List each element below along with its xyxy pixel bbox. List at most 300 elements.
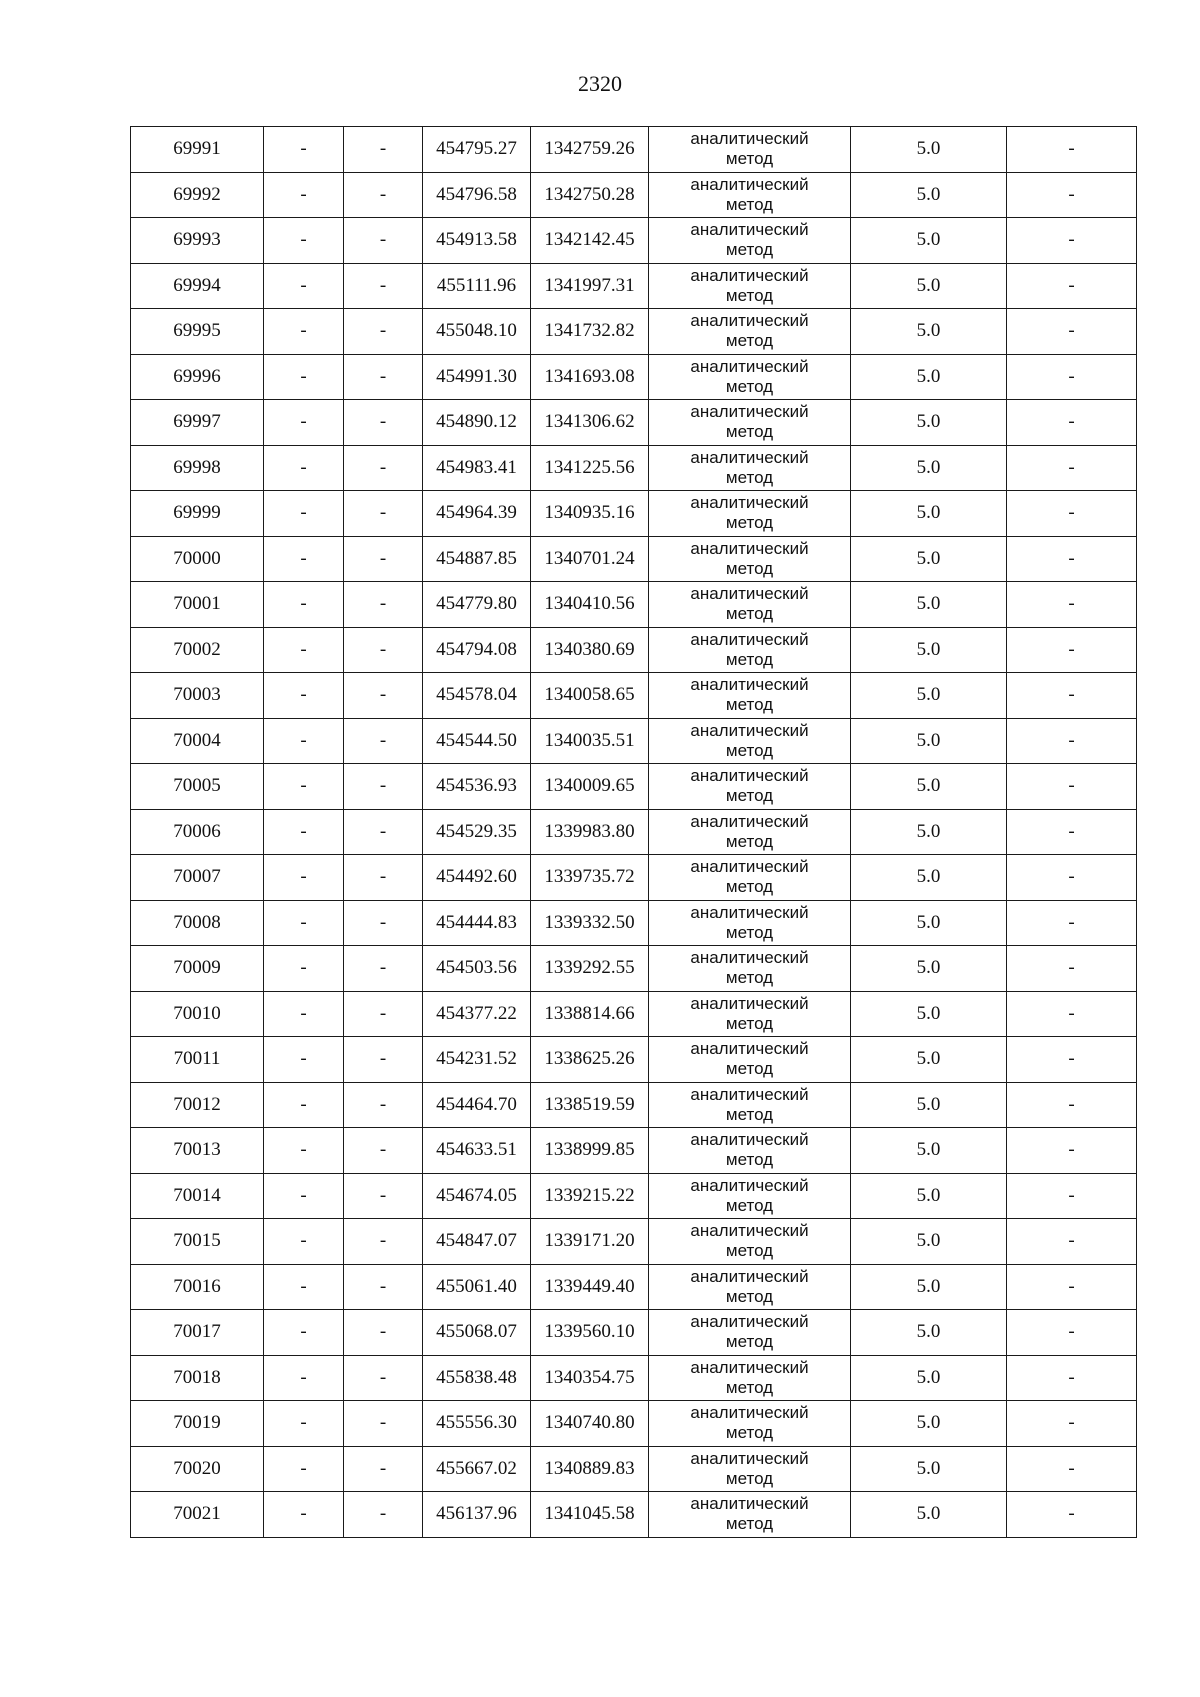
cell-method (649, 673, 851, 719)
table-row (131, 1401, 1137, 1447)
method-line-1: аналитический (690, 1494, 809, 1514)
cell-point-number: 70021 (131, 1492, 264, 1538)
method-line-2: метод (725, 376, 774, 396)
method-line-1: аналитический (690, 902, 809, 922)
cell-x-coordinate: 454674.05 (423, 1173, 531, 1219)
cell-method (649, 718, 851, 764)
table-row (131, 900, 1137, 946)
method-line-2: метод (725, 467, 774, 487)
cell-empty-dash: - (344, 809, 423, 855)
method-line-2: метод (725, 1195, 774, 1215)
table-row (131, 1037, 1137, 1083)
cell-empty-dash: - (264, 1355, 344, 1401)
cell-empty-dash: - (344, 309, 423, 355)
cell-empty-dash: - (264, 309, 344, 355)
cell-empty-dash: - (264, 1219, 344, 1265)
cell-empty-dash: - (1007, 1401, 1137, 1447)
method-line-1: аналитический (690, 857, 809, 877)
method-line-2: метод (725, 513, 774, 533)
cell-accuracy-value: 5.0 (851, 1492, 1007, 1538)
cell-accuracy-value: 5.0 (851, 1264, 1007, 1310)
cell-method (649, 445, 851, 491)
cell-accuracy-value: 5.0 (851, 946, 1007, 992)
cell-x-coordinate: 454887.85 (423, 536, 531, 582)
cell-empty-dash: - (1007, 1173, 1137, 1219)
method-line-2: метод (725, 877, 774, 897)
cell-x-coordinate: 454536.93 (423, 764, 531, 810)
table-row (131, 309, 1137, 355)
cell-method (649, 172, 851, 218)
method-line-2: метод (725, 149, 774, 169)
cell-point-number: 70013 (131, 1128, 264, 1174)
method-line-1: аналитический (690, 1130, 809, 1150)
method-line-2: метод (725, 968, 774, 988)
table-row (131, 172, 1137, 218)
cell-empty-dash: - (264, 1492, 344, 1538)
cell-accuracy-value: 5.0 (851, 127, 1007, 173)
cell-point-number: 70019 (131, 1401, 264, 1447)
cell-y-coordinate: 1340035.51 (531, 718, 649, 764)
cell-empty-dash: - (1007, 627, 1137, 673)
table-row (131, 1264, 1137, 1310)
cell-y-coordinate: 1341997.31 (531, 263, 649, 309)
cell-x-coordinate: 455556.30 (423, 1401, 531, 1447)
cell-empty-dash: - (264, 491, 344, 537)
cell-empty-dash: - (344, 1446, 423, 1492)
cell-method (649, 263, 851, 309)
cell-method (649, 809, 851, 855)
cell-y-coordinate: 1340889.83 (531, 1446, 649, 1492)
cell-x-coordinate: 455838.48 (423, 1355, 531, 1401)
method-line-1: аналитический (690, 447, 809, 467)
method-line-1: аналитический (690, 1357, 809, 1377)
cell-empty-dash: - (1007, 718, 1137, 764)
cell-x-coordinate: 454890.12 (423, 400, 531, 446)
method-line-2: метод (725, 240, 774, 260)
cell-method (649, 991, 851, 1037)
cell-method (649, 1355, 851, 1401)
cell-point-number: 70005 (131, 764, 264, 810)
method-line-2: метод (725, 1286, 774, 1306)
cell-empty-dash: - (344, 1219, 423, 1265)
cell-empty-dash: - (264, 1173, 344, 1219)
cell-method (649, 491, 851, 537)
cell-method (649, 900, 851, 946)
table-row (131, 582, 1137, 628)
cell-empty-dash: - (344, 172, 423, 218)
cell-accuracy-value: 5.0 (851, 400, 1007, 446)
cell-accuracy-value: 5.0 (851, 1446, 1007, 1492)
method-line-1: аналитический (690, 948, 809, 968)
cell-y-coordinate: 1339560.10 (531, 1310, 649, 1356)
cell-point-number: 70020 (131, 1446, 264, 1492)
cell-y-coordinate: 1340701.24 (531, 536, 649, 582)
cell-empty-dash: - (1007, 582, 1137, 628)
cell-x-coordinate: 454983.41 (423, 445, 531, 491)
cell-empty-dash: - (264, 445, 344, 491)
method-line-2: метод (725, 1468, 774, 1488)
method-line-1: аналитический (690, 1039, 809, 1059)
cell-accuracy-value: 5.0 (851, 1401, 1007, 1447)
cell-point-number: 70012 (131, 1082, 264, 1128)
cell-empty-dash: - (1007, 218, 1137, 264)
cell-point-number: 70014 (131, 1173, 264, 1219)
cell-point-number: 69995 (131, 309, 264, 355)
cell-empty-dash: - (1007, 946, 1137, 992)
method-line-2: метод (725, 922, 774, 942)
cell-empty-dash: - (1007, 263, 1137, 309)
cell-x-coordinate: 454633.51 (423, 1128, 531, 1174)
cell-empty-dash: - (344, 400, 423, 446)
cell-y-coordinate: 1338519.59 (531, 1082, 649, 1128)
cell-empty-dash: - (264, 718, 344, 764)
cell-empty-dash: - (264, 1037, 344, 1083)
cell-accuracy-value: 5.0 (851, 673, 1007, 719)
cell-accuracy-value: 5.0 (851, 218, 1007, 264)
cell-empty-dash: - (264, 536, 344, 582)
cell-empty-dash: - (1007, 1264, 1137, 1310)
cell-y-coordinate: 1341225.56 (531, 445, 649, 491)
cell-x-coordinate: 454796.58 (423, 172, 531, 218)
cell-accuracy-value: 5.0 (851, 764, 1007, 810)
method-line-1: аналитический (690, 629, 809, 649)
cell-empty-dash: - (1007, 1082, 1137, 1128)
cell-y-coordinate: 1339332.50 (531, 900, 649, 946)
cell-method (649, 1128, 851, 1174)
coordinates-table (130, 126, 1137, 1538)
cell-empty-dash: - (1007, 536, 1137, 582)
method-line-2: метод (725, 1332, 774, 1352)
method-line-1: аналитический (690, 493, 809, 513)
table-row (131, 1446, 1137, 1492)
cell-empty-dash: - (264, 127, 344, 173)
cell-method (649, 400, 851, 446)
cell-empty-dash: - (344, 718, 423, 764)
table-row (131, 809, 1137, 855)
method-line-1: аналитический (690, 311, 809, 331)
table-row (131, 1492, 1137, 1538)
table-row (131, 536, 1137, 582)
method-line-2: метод (725, 1059, 774, 1079)
cell-accuracy-value: 5.0 (851, 309, 1007, 355)
cell-empty-dash: - (344, 445, 423, 491)
cell-accuracy-value: 5.0 (851, 354, 1007, 400)
cell-x-coordinate: 454847.07 (423, 1219, 531, 1265)
cell-method (649, 536, 851, 582)
cell-empty-dash: - (264, 627, 344, 673)
cell-empty-dash: - (344, 1355, 423, 1401)
method-line-1: аналитический (690, 1266, 809, 1286)
cell-empty-dash: - (344, 536, 423, 582)
table-row (131, 263, 1137, 309)
cell-empty-dash: - (344, 491, 423, 537)
cell-method (649, 582, 851, 628)
cell-empty-dash: - (1007, 900, 1137, 946)
cell-point-number: 70000 (131, 536, 264, 582)
cell-empty-dash: - (264, 1401, 344, 1447)
cell-empty-dash: - (264, 1264, 344, 1310)
cell-point-number: 70004 (131, 718, 264, 764)
cell-y-coordinate: 1339292.55 (531, 946, 649, 992)
method-line-1: аналитический (690, 1221, 809, 1241)
cell-empty-dash: - (344, 627, 423, 673)
method-line-2: метод (725, 1377, 774, 1397)
cell-method (649, 946, 851, 992)
cell-accuracy-value: 5.0 (851, 1173, 1007, 1219)
cell-point-number: 70001 (131, 582, 264, 628)
method-line-1: аналитический (690, 675, 809, 695)
cell-empty-dash: - (264, 1082, 344, 1128)
cell-empty-dash: - (264, 900, 344, 946)
cell-accuracy-value: 5.0 (851, 1037, 1007, 1083)
cell-method (649, 127, 851, 173)
cell-empty-dash: - (344, 582, 423, 628)
cell-method (649, 1219, 851, 1265)
cell-point-number: 70008 (131, 900, 264, 946)
cell-accuracy-value: 5.0 (851, 536, 1007, 582)
method-line-1: аналитический (690, 811, 809, 831)
cell-y-coordinate: 1341693.08 (531, 354, 649, 400)
method-line-1: аналитический (690, 720, 809, 740)
method-line-2: метод (725, 1013, 774, 1033)
cell-point-number: 70016 (131, 1264, 264, 1310)
method-line-1: аналитический (690, 402, 809, 422)
cell-y-coordinate: 1339735.72 (531, 855, 649, 901)
method-line-2: метод (725, 695, 774, 715)
cell-empty-dash: - (1007, 127, 1137, 173)
cell-x-coordinate: 454444.83 (423, 900, 531, 946)
cell-empty-dash: - (344, 764, 423, 810)
cell-x-coordinate: 455111.96 (423, 263, 531, 309)
cell-accuracy-value: 5.0 (851, 582, 1007, 628)
cell-point-number: 70002 (131, 627, 264, 673)
cell-empty-dash: - (344, 1401, 423, 1447)
cell-y-coordinate: 1339449.40 (531, 1264, 649, 1310)
method-line-2: метод (725, 649, 774, 669)
cell-method (649, 1446, 851, 1492)
table-body (131, 127, 1137, 1538)
cell-empty-dash: - (264, 764, 344, 810)
cell-method (649, 354, 851, 400)
cell-empty-dash: - (344, 263, 423, 309)
method-line-1: аналитический (690, 129, 809, 149)
cell-x-coordinate: 454794.08 (423, 627, 531, 673)
cell-method (649, 309, 851, 355)
cell-empty-dash: - (1007, 1446, 1137, 1492)
cell-y-coordinate: 1340009.65 (531, 764, 649, 810)
cell-empty-dash: - (1007, 1310, 1137, 1356)
cell-empty-dash: - (1007, 172, 1137, 218)
table-row (131, 946, 1137, 992)
cell-x-coordinate: 454503.56 (423, 946, 531, 992)
cell-point-number: 69997 (131, 400, 264, 446)
cell-empty-dash: - (1007, 309, 1137, 355)
cell-empty-dash: - (344, 354, 423, 400)
cell-empty-dash: - (1007, 991, 1137, 1037)
table-row (131, 1355, 1137, 1401)
method-line-2: метод (725, 558, 774, 578)
cell-y-coordinate: 1342750.28 (531, 172, 649, 218)
method-line-2: метод (725, 1423, 774, 1443)
cell-accuracy-value: 5.0 (851, 627, 1007, 673)
cell-empty-dash: - (264, 400, 344, 446)
cell-accuracy-value: 5.0 (851, 991, 1007, 1037)
method-line-1: аналитический (690, 538, 809, 558)
cell-method (649, 855, 851, 901)
cell-empty-dash: - (264, 1128, 344, 1174)
cell-empty-dash: - (344, 218, 423, 264)
table-row (131, 445, 1137, 491)
cell-point-number: 69992 (131, 172, 264, 218)
cell-accuracy-value: 5.0 (851, 263, 1007, 309)
cell-y-coordinate: 1342142.45 (531, 218, 649, 264)
cell-method (649, 627, 851, 673)
method-line-2: метод (725, 1514, 774, 1534)
table-row (131, 491, 1137, 537)
cell-method (649, 1082, 851, 1128)
cell-empty-dash: - (1007, 354, 1137, 400)
cell-empty-dash: - (1007, 673, 1137, 719)
method-line-1: аналитический (690, 265, 809, 285)
cell-point-number: 70010 (131, 991, 264, 1037)
cell-y-coordinate: 1338814.66 (531, 991, 649, 1037)
cell-y-coordinate: 1340410.56 (531, 582, 649, 628)
cell-empty-dash: - (1007, 1492, 1137, 1538)
cell-x-coordinate: 454991.30 (423, 354, 531, 400)
cell-empty-dash: - (264, 946, 344, 992)
method-line-1: аналитический (690, 220, 809, 240)
cell-empty-dash: - (344, 1264, 423, 1310)
cell-point-number: 70006 (131, 809, 264, 855)
method-line-1: аналитический (690, 1084, 809, 1104)
cell-point-number: 70009 (131, 946, 264, 992)
cell-method (649, 1401, 851, 1447)
cell-empty-dash: - (344, 1310, 423, 1356)
method-line-1: аналитический (690, 1403, 809, 1423)
cell-y-coordinate: 1340354.75 (531, 1355, 649, 1401)
method-line-2: метод (725, 604, 774, 624)
cell-empty-dash: - (344, 1082, 423, 1128)
table-row (131, 1310, 1137, 1356)
cell-accuracy-value: 5.0 (851, 855, 1007, 901)
cell-empty-dash: - (1007, 491, 1137, 537)
method-line-1: аналитический (690, 1448, 809, 1468)
cell-empty-dash: - (1007, 400, 1137, 446)
cell-point-number: 69998 (131, 445, 264, 491)
cell-x-coordinate: 455667.02 (423, 1446, 531, 1492)
cell-y-coordinate: 1338625.26 (531, 1037, 649, 1083)
cell-point-number: 69994 (131, 263, 264, 309)
cell-x-coordinate: 455048.10 (423, 309, 531, 355)
cell-y-coordinate: 1341732.82 (531, 309, 649, 355)
cell-empty-dash: - (1007, 1037, 1137, 1083)
cell-x-coordinate: 455061.40 (423, 1264, 531, 1310)
cell-accuracy-value: 5.0 (851, 445, 1007, 491)
cell-method (649, 1264, 851, 1310)
method-line-2: метод (725, 786, 774, 806)
method-line-1: аналитический (690, 356, 809, 376)
cell-accuracy-value: 5.0 (851, 809, 1007, 855)
cell-y-coordinate: 1339215.22 (531, 1173, 649, 1219)
cell-empty-dash: - (264, 582, 344, 628)
cell-point-number: 70003 (131, 673, 264, 719)
cell-y-coordinate: 1341306.62 (531, 400, 649, 446)
table-row (131, 1128, 1137, 1174)
table-row (131, 354, 1137, 400)
cell-empty-dash: - (264, 263, 344, 309)
cell-empty-dash: - (344, 1492, 423, 1538)
cell-method (649, 1492, 851, 1538)
cell-empty-dash: - (264, 172, 344, 218)
cell-empty-dash: - (264, 354, 344, 400)
table-row (131, 627, 1137, 673)
cell-y-coordinate: 1339171.20 (531, 1219, 649, 1265)
cell-empty-dash: - (264, 809, 344, 855)
cell-x-coordinate: 454231.52 (423, 1037, 531, 1083)
cell-y-coordinate: 1340058.65 (531, 673, 649, 719)
table-row (131, 673, 1137, 719)
cell-y-coordinate: 1341045.58 (531, 1492, 649, 1538)
cell-empty-dash: - (264, 218, 344, 264)
cell-empty-dash: - (264, 673, 344, 719)
method-line-2: метод (725, 1150, 774, 1170)
method-line-2: метод (725, 1241, 774, 1261)
cell-x-coordinate: 454464.70 (423, 1082, 531, 1128)
cell-empty-dash: - (1007, 764, 1137, 810)
method-line-1: аналитический (690, 1175, 809, 1195)
page-number: 2320 (578, 71, 622, 96)
method-line-1: аналитический (690, 584, 809, 604)
cell-method (649, 764, 851, 810)
cell-empty-dash: - (1007, 1128, 1137, 1174)
cell-empty-dash: - (1007, 1355, 1137, 1401)
cell-accuracy-value: 5.0 (851, 718, 1007, 764)
table-row (131, 1082, 1137, 1128)
cell-accuracy-value: 5.0 (851, 1128, 1007, 1174)
cell-empty-dash: - (1007, 445, 1137, 491)
cell-x-coordinate: 454377.22 (423, 991, 531, 1037)
cell-y-coordinate: 1340380.69 (531, 627, 649, 673)
cell-x-coordinate: 454529.35 (423, 809, 531, 855)
table-row (131, 855, 1137, 901)
cell-x-coordinate: 454913.58 (423, 218, 531, 264)
method-line-2: метод (725, 1104, 774, 1124)
cell-method (649, 1173, 851, 1219)
method-line-1: аналитический (690, 174, 809, 194)
cell-empty-dash: - (344, 127, 423, 173)
cell-y-coordinate: 1340740.80 (531, 1401, 649, 1447)
table-row (131, 1219, 1137, 1265)
cell-empty-dash: - (344, 1128, 423, 1174)
cell-empty-dash: - (264, 855, 344, 901)
cell-empty-dash: - (1007, 809, 1137, 855)
cell-x-coordinate: 454544.50 (423, 718, 531, 764)
method-line-2: метод (725, 740, 774, 760)
cell-empty-dash: - (264, 991, 344, 1037)
table-row (131, 718, 1137, 764)
method-line-1: аналитический (690, 993, 809, 1013)
cell-y-coordinate: 1342759.26 (531, 127, 649, 173)
cell-accuracy-value: 5.0 (851, 1310, 1007, 1356)
cell-empty-dash: - (344, 946, 423, 992)
method-line-2: метод (725, 422, 774, 442)
cell-accuracy-value: 5.0 (851, 491, 1007, 537)
cell-y-coordinate: 1339983.80 (531, 809, 649, 855)
table-row (131, 991, 1137, 1037)
cell-empty-dash: - (344, 855, 423, 901)
method-line-2: метод (725, 285, 774, 305)
cell-method (649, 218, 851, 264)
